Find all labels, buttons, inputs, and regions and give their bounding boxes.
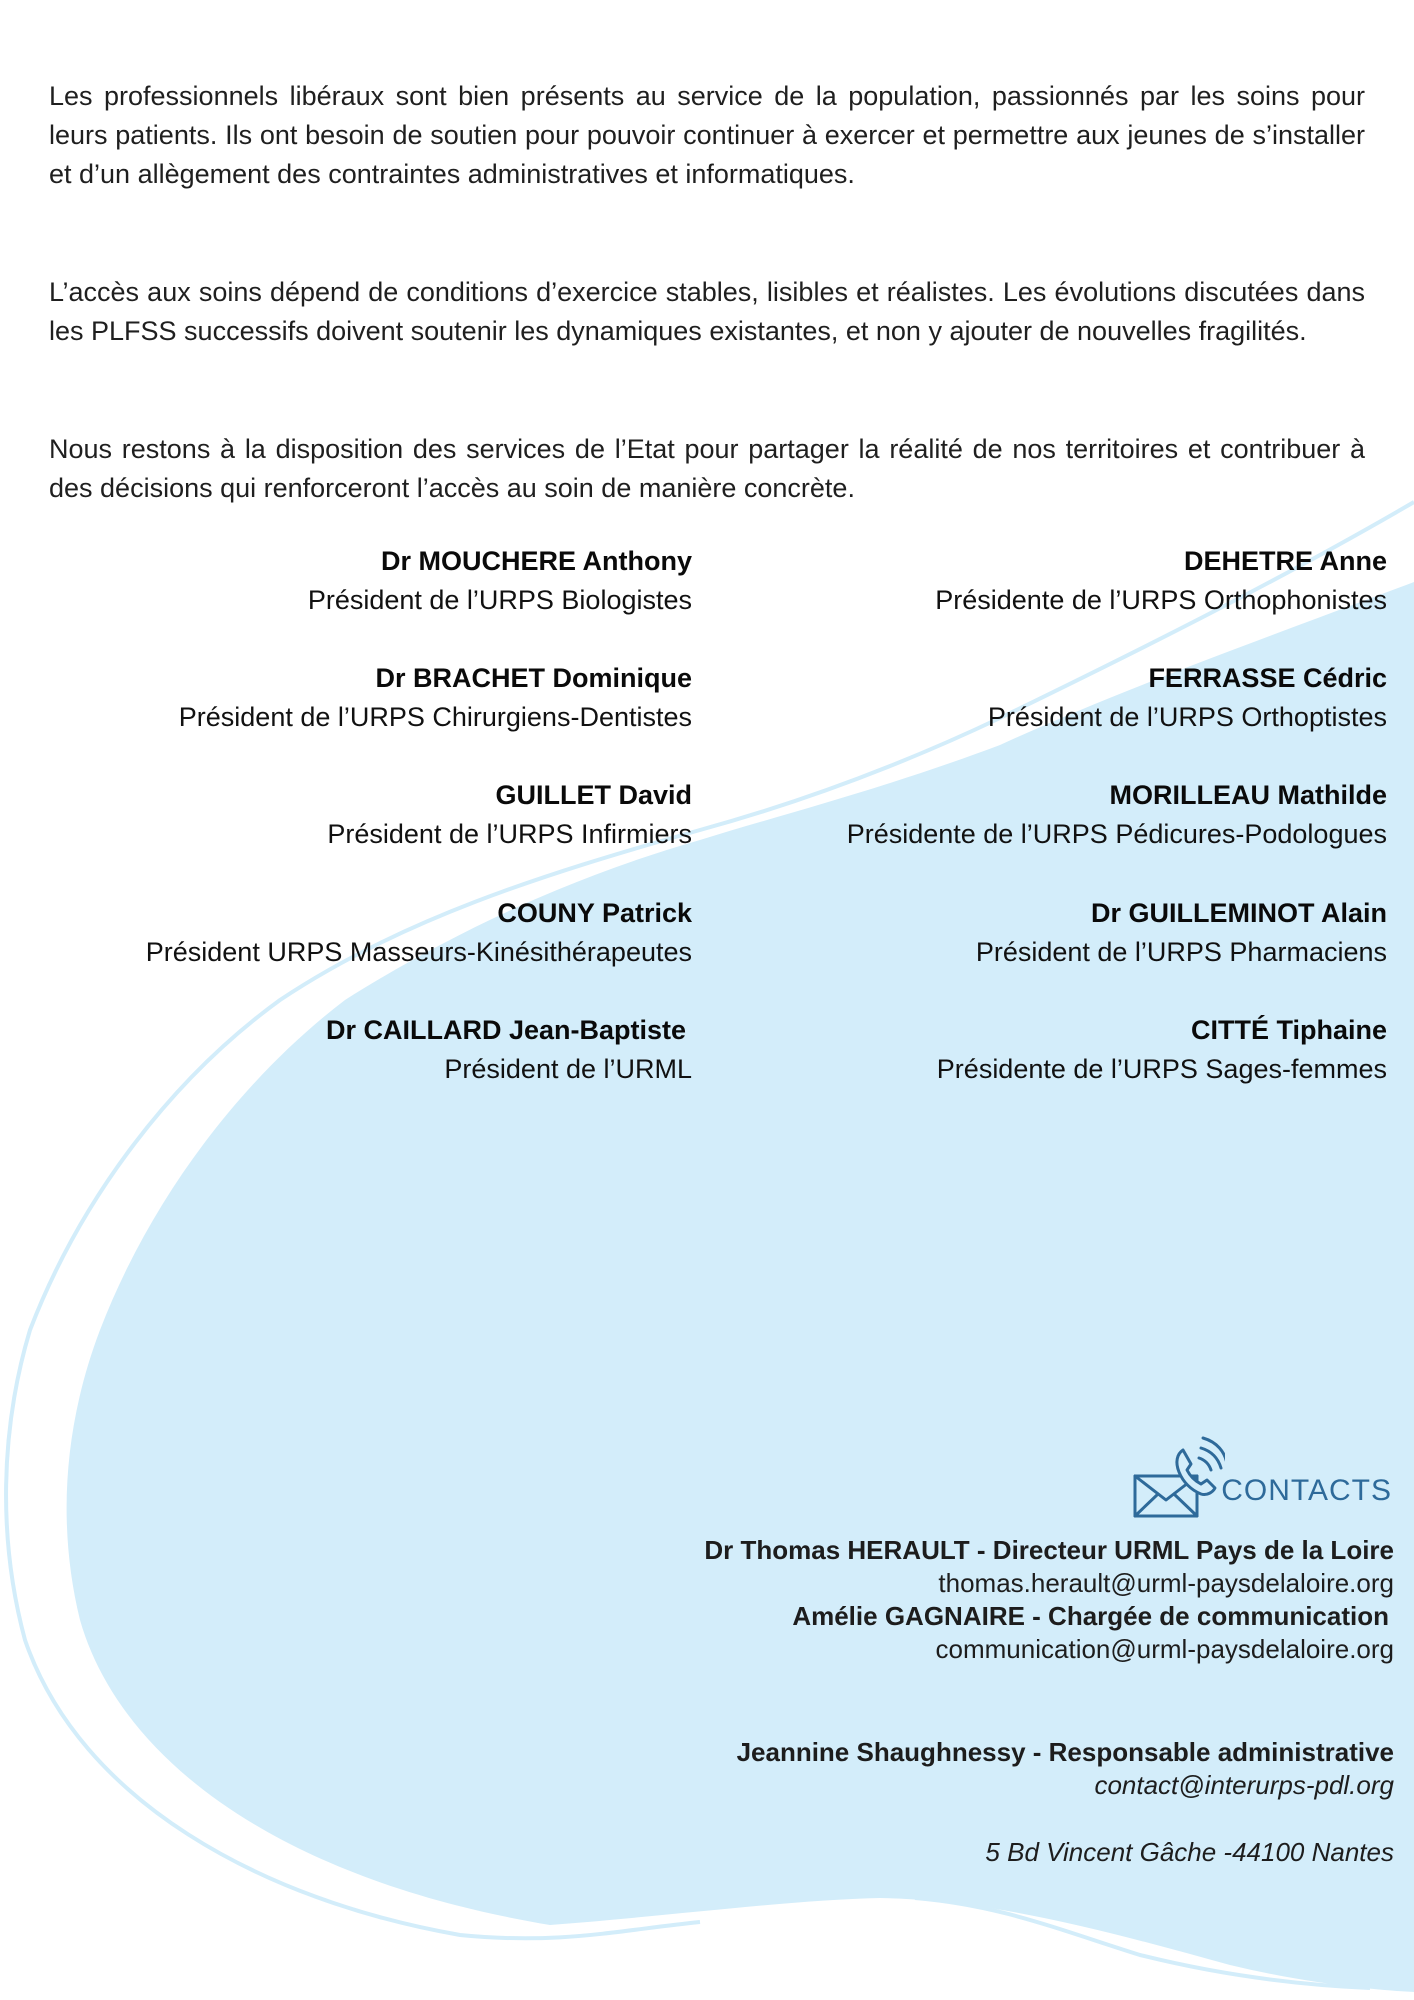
signatory [937, 1010, 1387, 1088]
signatory-role: Présidente de l’URPS Orthophonistes [935, 585, 1387, 615]
signatory-name: Dr BRACHET Dominique [375, 663, 692, 693]
signatory-role: Présidente de l’URPS Sages-femmes [936, 1054, 1387, 1084]
contact-address [985, 1836, 1394, 1869]
contact-title: Jeannine Shaughnessy - Responsable administrative [736, 1737, 1394, 1767]
contact-entry [792, 1600, 1394, 1666]
signatory-role: Président de l’URML [444, 1054, 692, 1084]
signatory-role: Président de l’URPS Orthoptistes [987, 702, 1387, 732]
signatory [976, 893, 1387, 971]
signatory [935, 541, 1387, 619]
signatory-role: Présidente de l’URPS Pédicures-Podologues [846, 819, 1387, 849]
signatory-name: Dr CAILLARD Jean-Baptiste [325, 1015, 686, 1045]
paragraph: Les professionnels libéraux sont bien présents au service de la population, passionnés par les soins pour leurs patients. Ils ont besoin de soutien pour pouvoir continuer à exercer et permettre aux jeunes de s’installer et d’un allègement des contraintes administratives et informatiques. [49, 81, 1365, 189]
signatory-role: Président de l’URPS Chirurgiens-Dentistes [178, 702, 692, 732]
contact-email[interactable]: communication@urml-paysdelaloire.org [935, 1634, 1394, 1664]
signatory-name: GUILLET David [495, 780, 692, 810]
signatory [308, 541, 692, 619]
paragraph: L’accès aux soins dépend de conditions d’exercice stables, lisibles et réalistes. Les évolutions discutées dans les PLFSS successifs doivent soutenir les dynamiques existantes, et non y ajouter de nouvelles fragilités. [49, 277, 1365, 346]
signatory-name: COUNY Patrick [497, 898, 692, 928]
signatory-name: FERRASSE Cédric [1148, 663, 1387, 693]
contact-email[interactable]: contact@interurps-pdl.org [1094, 1770, 1394, 1800]
signatory [988, 658, 1387, 736]
contacts-header [1115, 1434, 1392, 1518]
contact-email[interactable]: thomas.herault@urml-paysdelaloire.org [938, 1568, 1394, 1598]
address-text: 5 Bd Vincent Gâche -44100 Nantes [985, 1837, 1394, 1867]
signatory-role: Président de l’URPS Biologistes [307, 585, 692, 615]
signatory-role: Président de l’URPS Pharmaciens [975, 937, 1387, 967]
signatory-name: CITTÉ Tiphaine [1190, 1015, 1387, 1045]
envelope-phone-icon [1115, 1434, 1225, 1518]
signatory [326, 1010, 692, 1088]
signatory-name: Dr MOUCHERE Anthony [381, 546, 692, 576]
signatory [146, 893, 692, 971]
signatory-name: DEHETRE Anne [1183, 546, 1387, 576]
signatory-role: Président URPS Masseurs-Kinésithérapeutes [145, 937, 692, 967]
paragraph: Nous restons à la disposition des services de l’Etat pour partager la réalité de nos territoires et contribuer à des décisions qui renforceront l’accès au soin de manière concrète. [49, 434, 1365, 503]
signatory-name: Dr GUILLEMINOT Alain [1091, 898, 1387, 928]
signatory [847, 775, 1387, 853]
signatory [179, 658, 692, 736]
contact-title: Amélie GAGNAIRE - Chargée de communication [792, 1601, 1389, 1631]
signatory [327, 775, 692, 853]
contact-title: Dr Thomas HERAULT - Directeur URML Pays de la Loire [704, 1535, 1394, 1565]
signatory-role: Président de l’URPS Infirmiers [327, 819, 692, 849]
contact-entry [704, 1534, 1394, 1600]
contacts-title: CONTACTS [1221, 1474, 1392, 1507]
contact-entry [737, 1736, 1394, 1802]
signatory-name: MORILLEAU Mathilde [1109, 780, 1387, 810]
